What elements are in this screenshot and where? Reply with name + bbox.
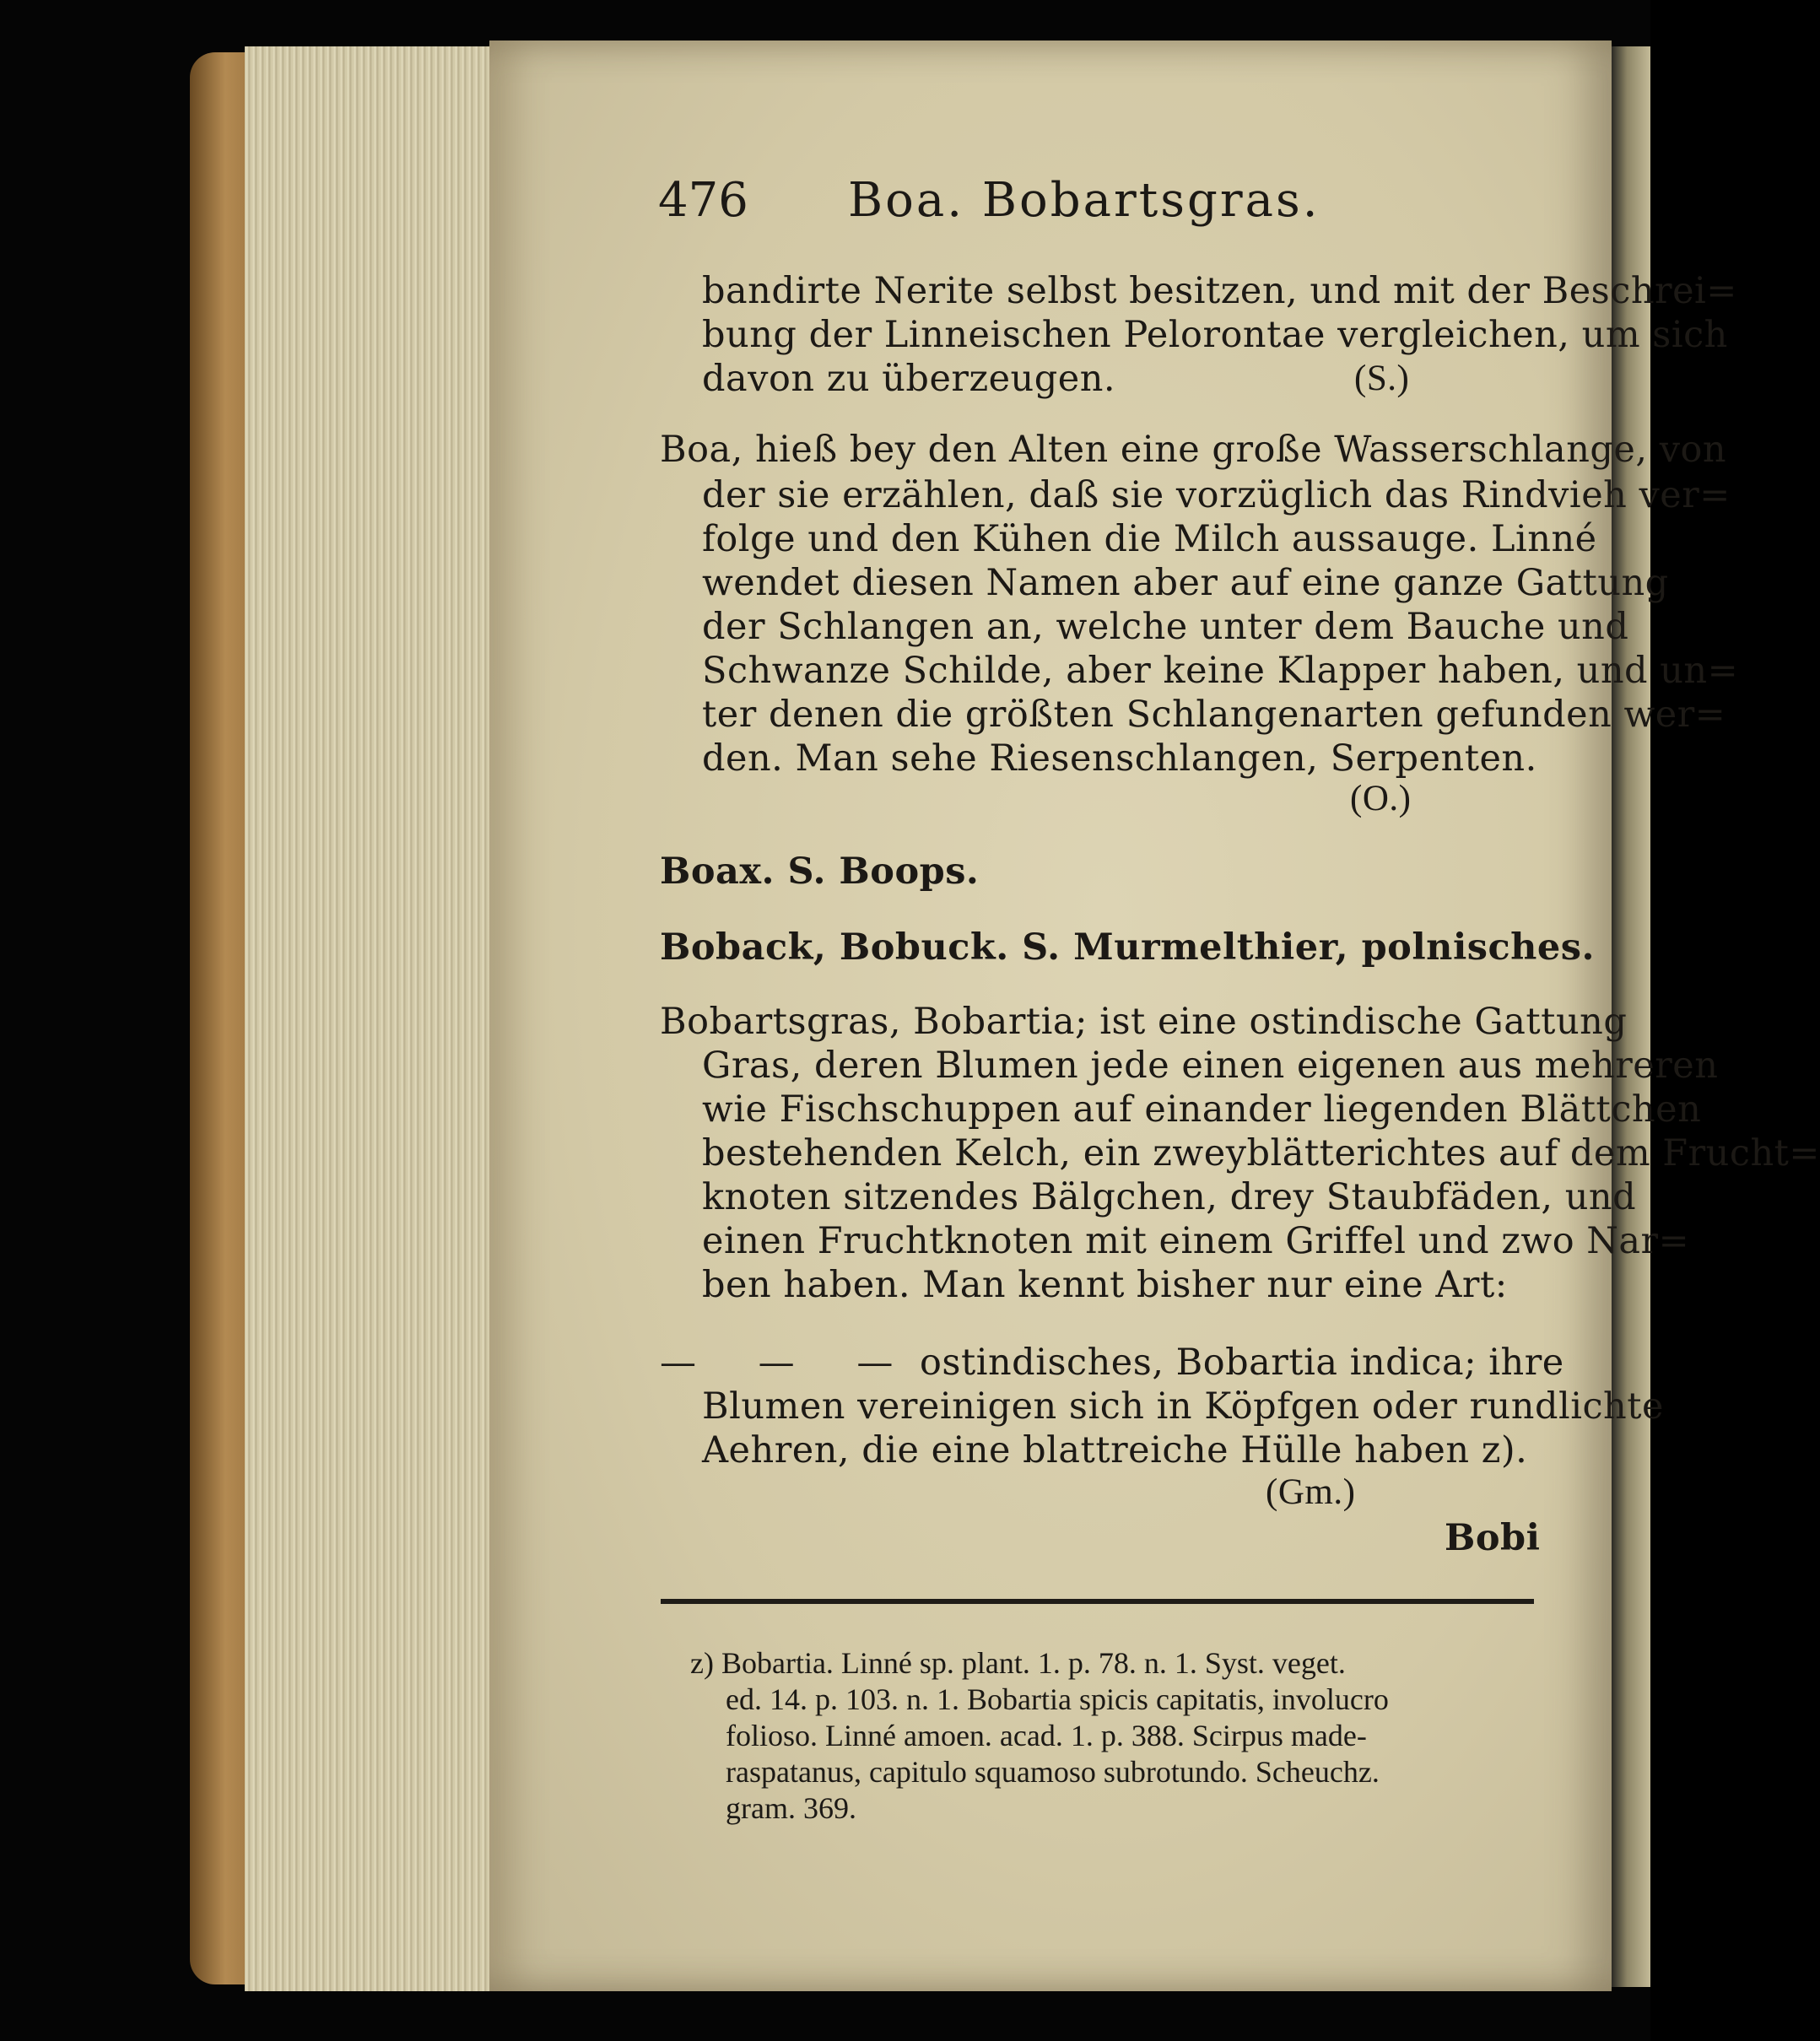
entry-bobartsgras-line: bestehenden Kelch, ein zweyblätterichtes auf dem Frucht= — [702, 1132, 1820, 1174]
entry-boa-line: ter denen die größten Schlangenarten gefunden wer= — [702, 694, 1726, 736]
entry-boa-line: den. Man sehe Riesenschlangen, Serpenten. — [702, 737, 1537, 780]
entry-boa-line: folge und den Kühen die Milch aussauge. Linné — [702, 518, 1597, 560]
entry-boa-line: Boa, hieß bey den Alten eine große Wasserschlange, von — [660, 429, 1727, 471]
entry-bobartsgras-line: Gras, deren Blumen jede einen eigenen aus mehreren — [702, 1045, 1719, 1087]
footnote-line: ed. 14. p. 103. n. 1. Bobartia spicis capitatis, involucro — [726, 1682, 1389, 1716]
entry-bobartsgras-line: Bobartsgras, Bobartia; ist eine ostindische Gattung — [660, 1001, 1628, 1043]
entry-bobartsgras-line: ben haben. Man kennt bisher nur eine Art: — [702, 1264, 1508, 1306]
entry-bobartsgras-line: einen Fruchtknoten mit einem Griffel und zwo Nar= — [702, 1220, 1690, 1262]
page-number: 476 — [658, 173, 748, 228]
footnote-line: gram. 369. — [726, 1791, 856, 1825]
footnote-line: z) Bobartia. Linné sp. plant. 1. p. 78. n. 1. Syst. veget. — [690, 1646, 1346, 1680]
signature-s: (S.) — [1354, 359, 1410, 398]
entry-ostindisches-line: Aehren, die eine blattreiche Hülle haben z). — [702, 1429, 1528, 1471]
catchword: Bobi — [1445, 1517, 1541, 1559]
entry-boa-line: Schwanze Schilde, aber keine Klapper haben, und un= — [702, 650, 1739, 692]
entry-boback: Boback, Bobuck. S. Murmelthier, polnisches. — [660, 926, 1595, 969]
footnote-line: raspatanus, capitulo squamoso subrotundo. Scheuchz. — [726, 1755, 1380, 1789]
text-line: davon zu überzeugen. — [702, 358, 1116, 400]
entry-boax: Boax. S. Boops. — [660, 850, 980, 893]
subentry-dashes: — — — — [660, 1342, 919, 1384]
entry-boa-line: der Schlangen an, welche unter dem Bauche und — [702, 606, 1629, 648]
entry-bobartsgras-line: knoten sitzendes Bälgchen, drey Staubfäden, und — [702, 1176, 1637, 1218]
signature-gm: (Gm.) — [1266, 1472, 1356, 1512]
running-title: Boa. Bobartsgras. — [848, 173, 1320, 228]
page-stack-edges — [245, 46, 493, 1991]
entry-ostindisches-line: Blumen vereinigen sich in Köpfgen oder rundlichte — [702, 1385, 1664, 1428]
entry-bobartsgras-line: wie Fischschuppen auf einander liegenden Blättchen — [702, 1088, 1702, 1131]
footnote-rule — [661, 1599, 1534, 1604]
signature-o: (O.) — [1350, 779, 1412, 818]
entry-ostindisches-line: ostindisches, Bobartia indica; ihre — [920, 1342, 1564, 1384]
entry-boa-line: der sie erzählen, daß sie vorzüglich das Rindvieh ver= — [702, 474, 1731, 516]
entry-boa-line: wendet diesen Namen aber auf eine ganze Gattung — [702, 562, 1669, 604]
text-line: bandirte Nerite selbst besitzen, und mit der Beschrei= — [702, 270, 1737, 312]
text-line: bung der Linneischen Pelorontae vergleichen, um sich — [702, 314, 1728, 356]
footnote-line: folioso. Linné amoen. acad. 1. p. 388. Scirpus made- — [726, 1719, 1367, 1752]
